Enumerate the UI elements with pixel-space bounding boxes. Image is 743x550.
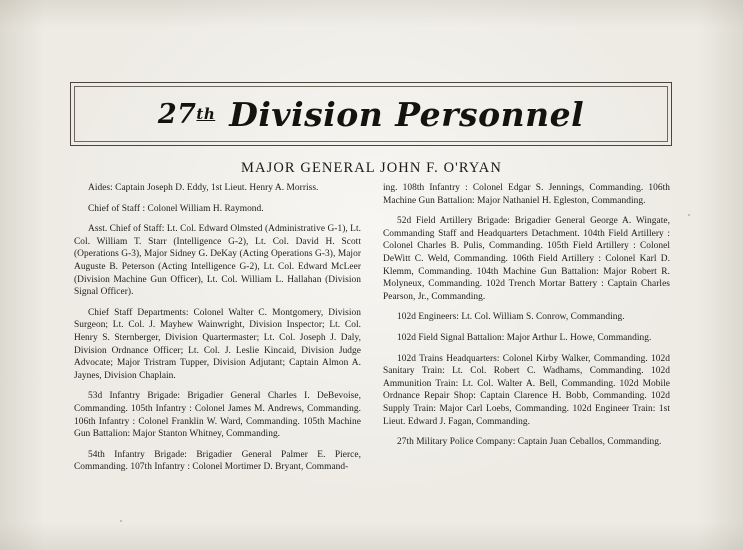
column-left (74, 182, 361, 482)
paper-speck (120, 520, 122, 522)
paragraph: 54th Infantry Brigade: Brigadier General Palmer E. Pierce, Commanding. 107th Infantry : Colonel Mortimer D. Bryant, Command- (74, 449, 361, 473)
paragraph: Chief of Staff : Colonel William H. Raymond. (88, 203, 264, 214)
paragraph: Chief Staff Departments: Colonel Walter C. Montgomery, Division Surgeon; Lt. Col. J. Mayhew Wainwright, Division Inspector; Lt. Col. Henry S. Sternberger, Division Quartermaster; Lt. Col. Joseph J. Daly, Division Ordnance Officer; Lt. Col. J. Leslie Kincaid, Division Judge Advocate; Major Tristram Tupper, Division Adjutant; Captain Almon A. Jaynes, Division Chaplain. (74, 307, 361, 381)
title-number-suffix: th (196, 105, 216, 123)
page-title (71, 83, 671, 145)
title-number: 27 (157, 98, 197, 130)
column-right (383, 182, 670, 482)
paragraph: 27th Military Police Company: Captain Juan Ceballos, Commanding. (397, 437, 662, 448)
paragraph: ing. 108th Infantry : Colonel Edgar S. Jennings, Commanding. 106th Machine Gun Battalion: Major Nathaniel H. Egleston, Commanding. (383, 183, 670, 206)
paragraph: 102d Trains Headquarters: Colonel Kirby Walker, Commanding. 102d Sanitary Train: Lt. Col. Robert C. Wadhams, Commanding. 102d Ammunition Train: Lt. Col. Walter A. Bell, Commanding. 102d Mobile Ordnance Repair Shop: Captain Clarence H. Bobb, Commanding. 102d Supply Train: Major Carl Loebs, Commanding. 102d Engineer Train: 1st Lieut. Edward J. Fagan, Commanding. (383, 353, 670, 427)
paragraph: Asst. Chief of Staff: Lt. Col. Edward Olmsted (Administrative G-1), Lt. Col. William T. Starr (Intelligence G-2), Lt. Col. David H. Scott (Operations G-3), Major Sidney G. DeKay (Acting Operations G-3), Major Auguste B. Peterson (Acting Intelligence G-2), Lt. Col. Edward McLeer (Division Machine Gun Officer), Lt. Col. William L. Hallahan (Division Signal Officer). (74, 224, 361, 298)
title-main: Division Personnel (229, 94, 585, 134)
text-columns (74, 182, 670, 482)
paragraph: 102d Field Signal Battalion: Major Arthur L. Howe, Commanding. (397, 332, 652, 343)
paragraph: 52d Field Artillery Brigade: Brigadier General George A. Wingate, Commanding Staff and Headquarters Detachment. 104th Field Artillery : Colonel Charles B. Pulis, Commanding. 105th Field Artillery : Colonel DeWitt C. Weld, Commanding. 106th Field Artillery : Colonel Karl D. Klemm, Commanding. 104th Machine Gun Battalion: Major Robert R. Molyneux, Commanding. 102d Trench Mortar Battery : Captain Charles Pearson, Jr., Commanding. (383, 216, 670, 302)
paragraph: 102d Engineers: Lt. Col. William S. Conrow, Commanding. (397, 312, 625, 323)
paragraph: Aides: Captain Joseph D. Eddy, 1st Lieut. Henry A. Morriss. (88, 183, 319, 193)
paper-speck (688, 214, 690, 216)
title-frame (70, 82, 672, 146)
subtitle: MAJOR GENERAL JOHN F. O'RYAN (241, 160, 502, 176)
paragraph: 53d Infantry Brigade: Brigadier General Charles I. DeBevoise, Commanding. 105th Infantry : Colonel James M. Andrews, Commanding. 106th Infantry : Colonel Franklin W. Ward, Commanding. 105th Machine Gun Battalion: Major Stanton Whitney, Commanding. (74, 391, 361, 440)
